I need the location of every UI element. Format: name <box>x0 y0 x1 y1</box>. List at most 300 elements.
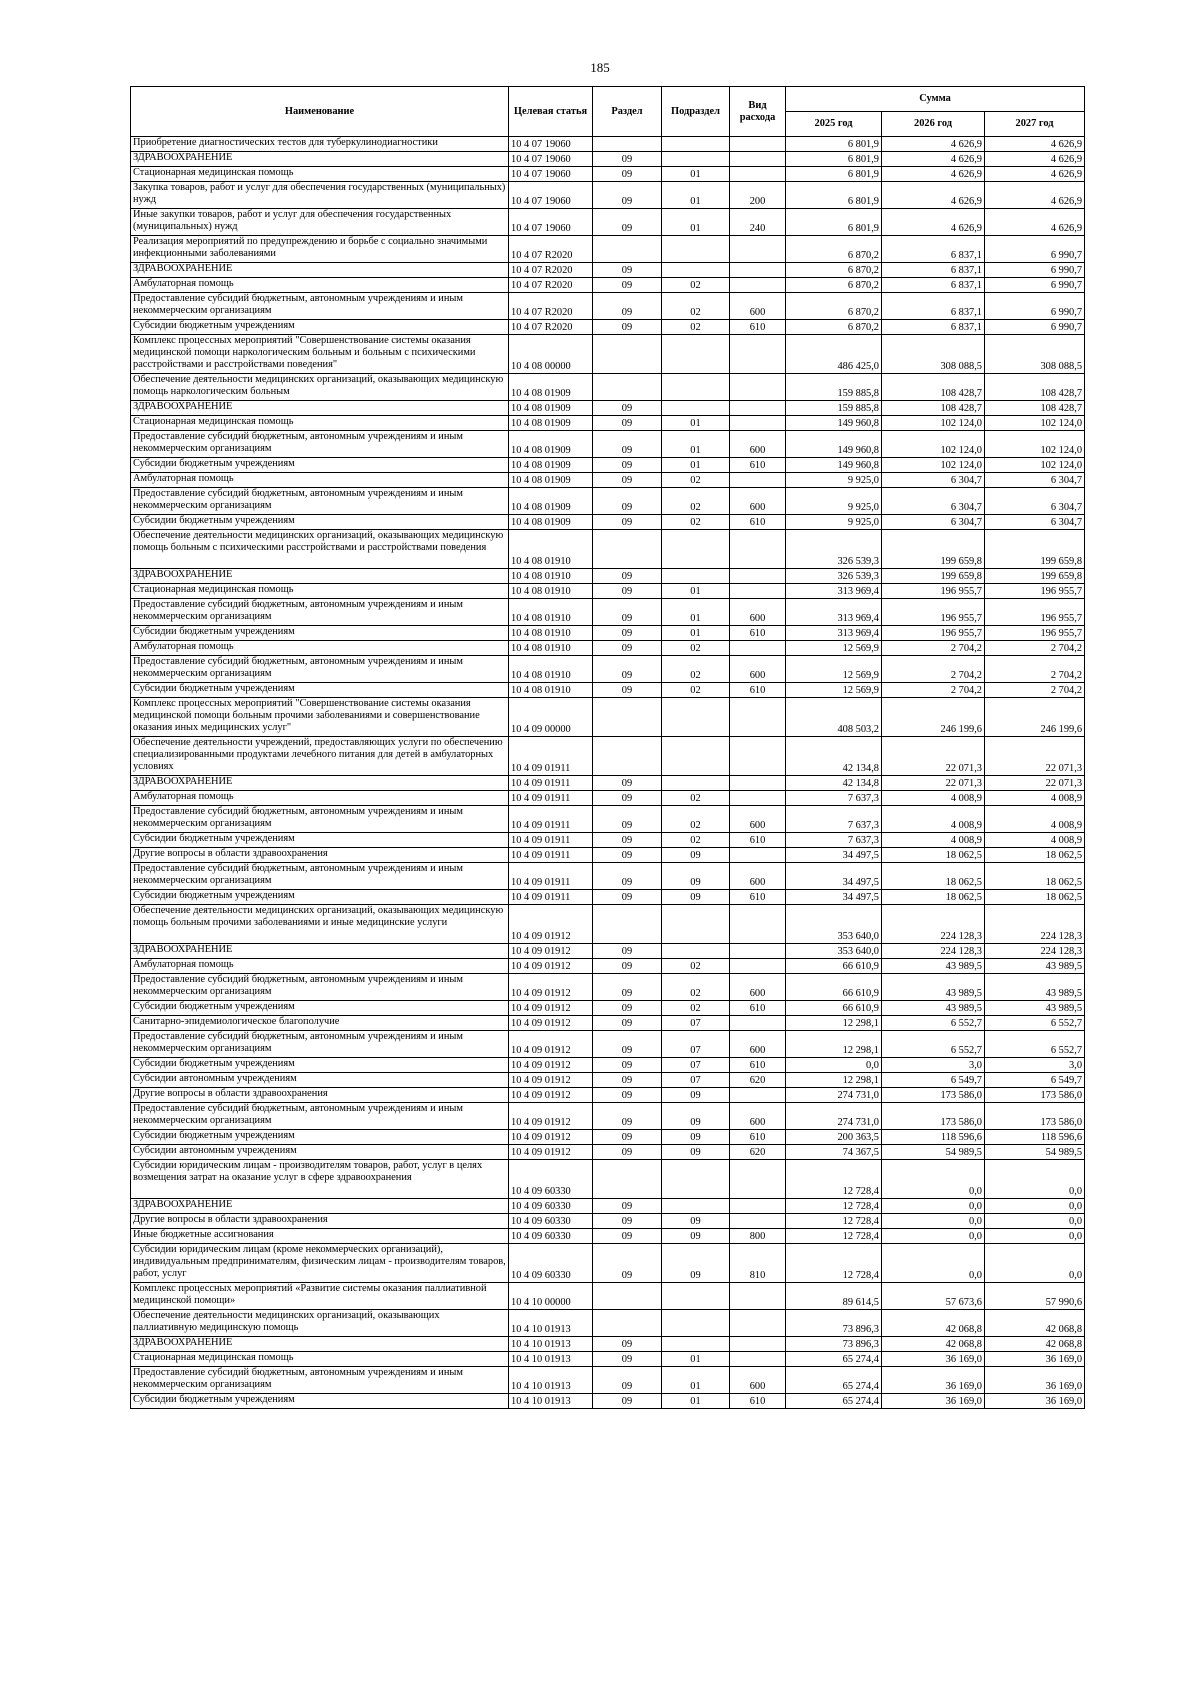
cell-name: Стационарная медицинская помощь <box>131 416 509 431</box>
cell-2025: 313 969,4 <box>786 599 882 626</box>
cell-expense: 610 <box>730 1394 786 1409</box>
cell-2025: 313 969,4 <box>786 584 882 599</box>
cell-subsection: 02 <box>662 641 730 656</box>
cell-name: Предоставление субсидий бюджетным, автономным учреждениям и иным некоммерческим организациям <box>131 656 509 683</box>
cell-section: 09 <box>593 515 662 530</box>
cell-2025: 6 801,9 <box>786 209 882 236</box>
col-2025-header: 2025 год <box>786 112 882 137</box>
cell-2027: 6 304,7 <box>985 488 1085 515</box>
page-number: 185 <box>590 60 610 75</box>
cell-expense <box>730 641 786 656</box>
table-row <box>131 1073 1085 1088</box>
cell-subsection: 07 <box>662 1016 730 1031</box>
cell-expense: 800 <box>730 1229 786 1244</box>
cell-target: 10 4 09 01911 <box>509 776 593 791</box>
table-row <box>131 431 1085 458</box>
table-header <box>131 87 1085 137</box>
table-row <box>131 1058 1085 1073</box>
cell-2025: 12 298,1 <box>786 1031 882 1058</box>
table-row <box>131 1214 1085 1229</box>
cell-2025: 12 728,4 <box>786 1214 882 1229</box>
cell-name: Стационарная медицинская помощь <box>131 1352 509 1367</box>
cell-2026: 6 552,7 <box>882 1031 985 1058</box>
cell-target: 10 4 10 00000 <box>509 1283 593 1310</box>
cell-subsection: 02 <box>662 320 730 335</box>
cell-section: 09 <box>593 152 662 167</box>
cell-name: ЗДРАВООХРАНЕНИЕ <box>131 152 509 167</box>
cell-2027: 4 626,9 <box>985 152 1085 167</box>
cell-expense: 600 <box>730 863 786 890</box>
cell-section <box>593 335 662 374</box>
cell-name: Амбулаторная помощь <box>131 791 509 806</box>
cell-2027: 0,0 <box>985 1244 1085 1283</box>
cell-expense <box>730 698 786 737</box>
cell-2026: 2 704,2 <box>882 641 985 656</box>
cell-2027: 102 124,0 <box>985 458 1085 473</box>
cell-2025: 12 569,9 <box>786 683 882 698</box>
cell-target: 10 4 07 19060 <box>509 209 593 236</box>
cell-name: Амбулаторная помощь <box>131 473 509 488</box>
cell-subsection: 02 <box>662 959 730 974</box>
cell-target: 10 4 07 19060 <box>509 137 593 152</box>
cell-2027: 4 626,9 <box>985 137 1085 152</box>
cell-target: 10 4 09 01911 <box>509 806 593 833</box>
cell-2027: 102 124,0 <box>985 431 1085 458</box>
cell-2026: 118 596,6 <box>882 1130 985 1145</box>
table-body <box>131 137 1085 1409</box>
cell-2027: 102 124,0 <box>985 416 1085 431</box>
cell-subsection: 02 <box>662 488 730 515</box>
cell-expense: 600 <box>730 1031 786 1058</box>
cell-target: 10 4 09 01911 <box>509 791 593 806</box>
cell-2025: 34 497,5 <box>786 890 882 905</box>
cell-2026: 224 128,3 <box>882 905 985 944</box>
cell-target: 10 4 09 60330 <box>509 1160 593 1199</box>
cell-name: ЗДРАВООХРАНЕНИЕ <box>131 1337 509 1352</box>
cell-section <box>593 905 662 944</box>
cell-subsection: 09 <box>662 1145 730 1160</box>
cell-2026: 196 955,7 <box>882 626 985 641</box>
table-row <box>131 530 1085 569</box>
cell-2025: 0,0 <box>786 1058 882 1073</box>
cell-section: 09 <box>593 1244 662 1283</box>
cell-section: 09 <box>593 1130 662 1145</box>
cell-target: 10 4 09 01911 <box>509 833 593 848</box>
cell-subsection <box>662 737 730 776</box>
cell-target: 10 4 10 01913 <box>509 1337 593 1352</box>
table-row <box>131 1367 1085 1394</box>
cell-2027: 196 955,7 <box>985 584 1085 599</box>
cell-2026: 4 626,9 <box>882 152 985 167</box>
cell-2027: 36 169,0 <box>985 1394 1085 1409</box>
cell-expense: 200 <box>730 182 786 209</box>
cell-2025: 326 539,3 <box>786 530 882 569</box>
table-row <box>131 278 1085 293</box>
cell-expense: 610 <box>730 683 786 698</box>
col-2027-header: 2027 год <box>985 112 1085 137</box>
cell-2026: 4 626,9 <box>882 209 985 236</box>
cell-2026: 0,0 <box>882 1229 985 1244</box>
cell-name: ЗДРАВООХРАНЕНИЕ <box>131 263 509 278</box>
cell-2027: 4 626,9 <box>985 209 1085 236</box>
cell-2025: 12 728,4 <box>786 1229 882 1244</box>
cell-2027: 6 990,7 <box>985 263 1085 278</box>
cell-target: 10 4 08 01910 <box>509 569 593 584</box>
cell-target: 10 4 07 19060 <box>509 182 593 209</box>
table-row <box>131 1001 1085 1016</box>
cell-2027: 2 704,2 <box>985 656 1085 683</box>
cell-2025: 486 425,0 <box>786 335 882 374</box>
cell-section: 09 <box>593 863 662 890</box>
cell-name: Предоставление субсидий бюджетным, автономным учреждениям и иным некоммерческим организациям <box>131 863 509 890</box>
table-row <box>131 320 1085 335</box>
cell-2027: 6 304,7 <box>985 515 1085 530</box>
cell-section <box>593 698 662 737</box>
cell-section: 09 <box>593 263 662 278</box>
cell-subsection: 09 <box>662 848 730 863</box>
cell-2026: 224 128,3 <box>882 944 985 959</box>
cell-subsection: 02 <box>662 278 730 293</box>
cell-2027: 4 626,9 <box>985 167 1085 182</box>
cell-subsection <box>662 335 730 374</box>
cell-expense <box>730 905 786 944</box>
cell-name: Другие вопросы в области здравоохранения <box>131 848 509 863</box>
cell-2025: 9 925,0 <box>786 473 882 488</box>
cell-2025: 42 134,8 <box>786 776 882 791</box>
cell-section: 09 <box>593 1337 662 1352</box>
cell-name: Другие вопросы в области здравоохранения <box>131 1214 509 1229</box>
cell-expense: 600 <box>730 599 786 626</box>
cell-name: Субсидии автономным учреждениям <box>131 1073 509 1088</box>
cell-2027: 36 169,0 <box>985 1367 1085 1394</box>
table-row <box>131 1130 1085 1145</box>
cell-expense <box>730 1214 786 1229</box>
cell-target: 10 4 09 60330 <box>509 1229 593 1244</box>
cell-name: Обеспечение деятельности медицинских организаций, оказывающих паллиативную медицинскую помощь <box>131 1310 509 1337</box>
cell-expense: 600 <box>730 488 786 515</box>
cell-2026: 6 837,1 <box>882 320 985 335</box>
cell-2026: 246 199,6 <box>882 698 985 737</box>
cell-2025: 200 363,5 <box>786 1130 882 1145</box>
cell-section: 09 <box>593 1031 662 1058</box>
cell-target: 10 4 08 01909 <box>509 401 593 416</box>
cell-expense: 600 <box>730 806 786 833</box>
cell-subsection: 01 <box>662 167 730 182</box>
cell-name: Закупка товаров, работ и услуг для обеспечения государственных (муниципальных) нужд <box>131 182 509 209</box>
cell-2026: 6 304,7 <box>882 488 985 515</box>
cell-expense <box>730 374 786 401</box>
table-row <box>131 374 1085 401</box>
cell-2026: 108 428,7 <box>882 401 985 416</box>
cell-2025: 73 896,3 <box>786 1310 882 1337</box>
cell-expense <box>730 263 786 278</box>
cell-name: Предоставление субсидий бюджетным, автономным учреждениям и иным некоммерческим организациям <box>131 1367 509 1394</box>
cell-name: Иные бюджетные ассигнования <box>131 1229 509 1244</box>
cell-expense <box>730 848 786 863</box>
cell-target: 10 4 09 01912 <box>509 905 593 944</box>
cell-2026: 22 071,3 <box>882 776 985 791</box>
cell-expense <box>730 1088 786 1103</box>
cell-2027: 6 552,7 <box>985 1031 1085 1058</box>
cell-section: 09 <box>593 1394 662 1409</box>
cell-section <box>593 1283 662 1310</box>
budget-table <box>130 86 1085 1409</box>
cell-section: 09 <box>593 320 662 335</box>
cell-target: 10 4 08 01909 <box>509 515 593 530</box>
cell-name: Субсидии бюджетным учреждениям <box>131 890 509 905</box>
table-row <box>131 488 1085 515</box>
col-subsection-header: Подраздел <box>662 87 730 137</box>
cell-2026: 4 626,9 <box>882 182 985 209</box>
cell-subsection: 01 <box>662 431 730 458</box>
cell-name: Субсидии бюджетным учреждениям <box>131 1130 509 1145</box>
cell-target: 10 4 08 01909 <box>509 416 593 431</box>
cell-name: Предоставление субсидий бюджетным, автономным учреждениям и иным некоммерческим организациям <box>131 431 509 458</box>
cell-2025: 42 134,8 <box>786 737 882 776</box>
cell-section: 09 <box>593 182 662 209</box>
cell-2026: 108 428,7 <box>882 374 985 401</box>
cell-name: Предоставление субсидий бюджетным, автономным учреждениям и иным некоммерческим организациям <box>131 974 509 1001</box>
table-row <box>131 1031 1085 1058</box>
cell-2026: 173 586,0 <box>882 1088 985 1103</box>
col-target-header: Целевая статья <box>509 87 593 137</box>
cell-target: 10 4 09 60330 <box>509 1214 593 1229</box>
cell-expense: 610 <box>730 1058 786 1073</box>
cell-2027: 18 062,5 <box>985 890 1085 905</box>
cell-name: Субсидии бюджетным учреждениям <box>131 1001 509 1016</box>
cell-subsection: 02 <box>662 806 730 833</box>
cell-2025: 34 497,5 <box>786 848 882 863</box>
cell-subsection <box>662 137 730 152</box>
cell-2027: 118 596,6 <box>985 1130 1085 1145</box>
cell-name: Амбулаторная помощь <box>131 959 509 974</box>
cell-2027: 18 062,5 <box>985 863 1085 890</box>
cell-subsection <box>662 905 730 944</box>
cell-target: 10 4 09 60330 <box>509 1244 593 1283</box>
table-row <box>131 137 1085 152</box>
cell-2026: 54 989,5 <box>882 1145 985 1160</box>
cell-subsection: 07 <box>662 1058 730 1073</box>
cell-target: 10 4 09 01912 <box>509 1016 593 1031</box>
cell-subsection <box>662 1310 730 1337</box>
cell-2025: 353 640,0 <box>786 944 882 959</box>
cell-2025: 6 801,9 <box>786 182 882 209</box>
cell-subsection <box>662 374 730 401</box>
table-row <box>131 1394 1085 1409</box>
table-row <box>131 182 1085 209</box>
cell-expense: 600 <box>730 656 786 683</box>
cell-section <box>593 137 662 152</box>
cell-2026: 0,0 <box>882 1160 985 1199</box>
cell-section: 09 <box>593 1367 662 1394</box>
cell-expense: 600 <box>730 1103 786 1130</box>
cell-name: Амбулаторная помощь <box>131 278 509 293</box>
cell-2027: 224 128,3 <box>985 944 1085 959</box>
cell-2026: 199 659,8 <box>882 569 985 584</box>
cell-2025: 9 925,0 <box>786 488 882 515</box>
table-row <box>131 641 1085 656</box>
cell-subsection: 09 <box>662 1229 730 1244</box>
cell-target: 10 4 08 01909 <box>509 473 593 488</box>
table-row <box>131 698 1085 737</box>
cell-2025: 12 569,9 <box>786 656 882 683</box>
cell-expense <box>730 776 786 791</box>
cell-2026: 42 068,8 <box>882 1310 985 1337</box>
cell-subsection: 02 <box>662 791 730 806</box>
cell-2025: 65 274,4 <box>786 1394 882 1409</box>
cell-subsection: 02 <box>662 974 730 1001</box>
cell-section: 09 <box>593 1229 662 1244</box>
cell-name: ЗДРАВООХРАНЕНИЕ <box>131 569 509 584</box>
cell-expense <box>730 167 786 182</box>
cell-expense <box>730 791 786 806</box>
cell-expense <box>730 530 786 569</box>
table-row <box>131 959 1085 974</box>
cell-target: 10 4 09 01912 <box>509 959 593 974</box>
cell-expense: 620 <box>730 1073 786 1088</box>
table-row <box>131 1229 1085 1244</box>
cell-subsection: 09 <box>662 1130 730 1145</box>
cell-expense: 610 <box>730 890 786 905</box>
cell-section: 09 <box>593 1214 662 1229</box>
cell-2027: 36 169,0 <box>985 1352 1085 1367</box>
cell-subsection <box>662 152 730 167</box>
cell-name: Субсидии бюджетным учреждениям <box>131 626 509 641</box>
cell-name: Стационарная медицинская помощь <box>131 167 509 182</box>
cell-2027: 6 990,7 <box>985 320 1085 335</box>
cell-section: 09 <box>593 1016 662 1031</box>
cell-target: 10 4 08 01910 <box>509 599 593 626</box>
cell-2025: 408 503,2 <box>786 698 882 737</box>
cell-2027: 18 062,5 <box>985 848 1085 863</box>
cell-name: Иные закупки товаров, работ и услуг для обеспечения государственных (муниципальных) нужд <box>131 209 509 236</box>
cell-target: 10 4 09 60330 <box>509 1199 593 1214</box>
cell-2026: 43 989,5 <box>882 974 985 1001</box>
cell-2026: 199 659,8 <box>882 530 985 569</box>
cell-target: 10 4 07 R2020 <box>509 320 593 335</box>
cell-expense: 610 <box>730 458 786 473</box>
cell-2027: 4 008,9 <box>985 791 1085 806</box>
cell-2026: 18 062,5 <box>882 890 985 905</box>
cell-subsection: 01 <box>662 182 730 209</box>
col-section-header: Раздел <box>593 87 662 137</box>
cell-target: 10 4 09 01911 <box>509 737 593 776</box>
cell-target: 10 4 10 01913 <box>509 1367 593 1394</box>
cell-name: Обеспечение деятельности медицинских организаций, оказывающих медицинскую помощь больным с психическими расстройствами и расстройствами поведения <box>131 530 509 569</box>
cell-name: Предоставление субсидий бюджетным, автономным учреждениям и иным некоммерческим организациям <box>131 1103 509 1130</box>
cell-2026: 43 989,5 <box>882 959 985 974</box>
cell-section: 09 <box>593 806 662 833</box>
cell-target: 10 4 08 01909 <box>509 458 593 473</box>
cell-name: ЗДРАВООХРАНЕНИЕ <box>131 776 509 791</box>
cell-target: 10 4 08 01910 <box>509 641 593 656</box>
cell-section: 09 <box>593 974 662 1001</box>
cell-2027: 173 586,0 <box>985 1088 1085 1103</box>
cell-name: Санитарно-эпидемиологическое благополучие <box>131 1016 509 1031</box>
table-row <box>131 626 1085 641</box>
cell-2027: 0,0 <box>985 1214 1085 1229</box>
cell-target: 10 4 08 01910 <box>509 683 593 698</box>
cell-subsection <box>662 1199 730 1214</box>
cell-section: 09 <box>593 1352 662 1367</box>
cell-expense: 610 <box>730 515 786 530</box>
cell-section: 09 <box>593 791 662 806</box>
cell-expense <box>730 944 786 959</box>
cell-section: 09 <box>593 776 662 791</box>
table-row <box>131 152 1085 167</box>
cell-subsection: 01 <box>662 599 730 626</box>
table-row <box>131 791 1085 806</box>
cell-2027: 43 989,5 <box>985 959 1085 974</box>
cell-2025: 12 728,4 <box>786 1199 882 1214</box>
cell-subsection <box>662 401 730 416</box>
cell-section: 09 <box>593 641 662 656</box>
cell-2025: 6 801,9 <box>786 137 882 152</box>
cell-section: 09 <box>593 1103 662 1130</box>
cell-section: 09 <box>593 1088 662 1103</box>
cell-subsection <box>662 236 730 263</box>
cell-section: 09 <box>593 167 662 182</box>
cell-2025: 313 969,4 <box>786 626 882 641</box>
cell-2026: 36 169,0 <box>882 1367 985 1394</box>
cell-target: 10 4 09 01912 <box>509 1073 593 1088</box>
cell-2025: 65 274,4 <box>786 1352 882 1367</box>
cell-target: 10 4 07 R2020 <box>509 293 593 320</box>
cell-name: Предоставление субсидий бюджетным, автономным учреждениям и иным некоммерческим организациям <box>131 293 509 320</box>
cell-name: Субсидии бюджетным учреждениям <box>131 1058 509 1073</box>
cell-2026: 0,0 <box>882 1199 985 1214</box>
cell-target: 10 4 09 01912 <box>509 1058 593 1073</box>
cell-expense: 610 <box>730 320 786 335</box>
cell-2027: 2 704,2 <box>985 641 1085 656</box>
cell-target: 10 4 09 01912 <box>509 1088 593 1103</box>
table-row <box>131 1199 1085 1214</box>
cell-2027: 6 990,7 <box>985 278 1085 293</box>
cell-2027: 6 549,7 <box>985 1073 1085 1088</box>
table-row <box>131 1088 1085 1103</box>
cell-expense <box>730 1310 786 1337</box>
cell-2026: 0,0 <box>882 1214 985 1229</box>
cell-2025: 326 539,3 <box>786 569 882 584</box>
table-row <box>131 656 1085 683</box>
cell-name: Субсидии бюджетным учреждениям <box>131 833 509 848</box>
table-row <box>131 974 1085 1001</box>
cell-section: 09 <box>593 833 662 848</box>
cell-2026: 18 062,5 <box>882 848 985 863</box>
cell-subsection: 01 <box>662 416 730 431</box>
cell-subsection: 01 <box>662 1352 730 1367</box>
cell-subsection <box>662 1160 730 1199</box>
cell-section <box>593 530 662 569</box>
cell-target: 10 4 08 01910 <box>509 530 593 569</box>
cell-2025: 159 885,8 <box>786 401 882 416</box>
cell-subsection: 01 <box>662 626 730 641</box>
cell-2025: 149 960,8 <box>786 416 882 431</box>
cell-subsection: 07 <box>662 1073 730 1088</box>
table-row <box>131 833 1085 848</box>
cell-section: 09 <box>593 1073 662 1088</box>
cell-subsection: 09 <box>662 863 730 890</box>
cell-subsection: 09 <box>662 890 730 905</box>
cell-target: 10 4 09 00000 <box>509 698 593 737</box>
cell-section: 09 <box>593 431 662 458</box>
cell-2025: 274 731,0 <box>786 1103 882 1130</box>
col-expense-header: Вид расхода <box>730 87 786 137</box>
cell-2026: 6 837,1 <box>882 278 985 293</box>
cell-2026: 57 673,6 <box>882 1283 985 1310</box>
cell-2025: 12 728,4 <box>786 1160 882 1199</box>
table-row <box>131 458 1085 473</box>
